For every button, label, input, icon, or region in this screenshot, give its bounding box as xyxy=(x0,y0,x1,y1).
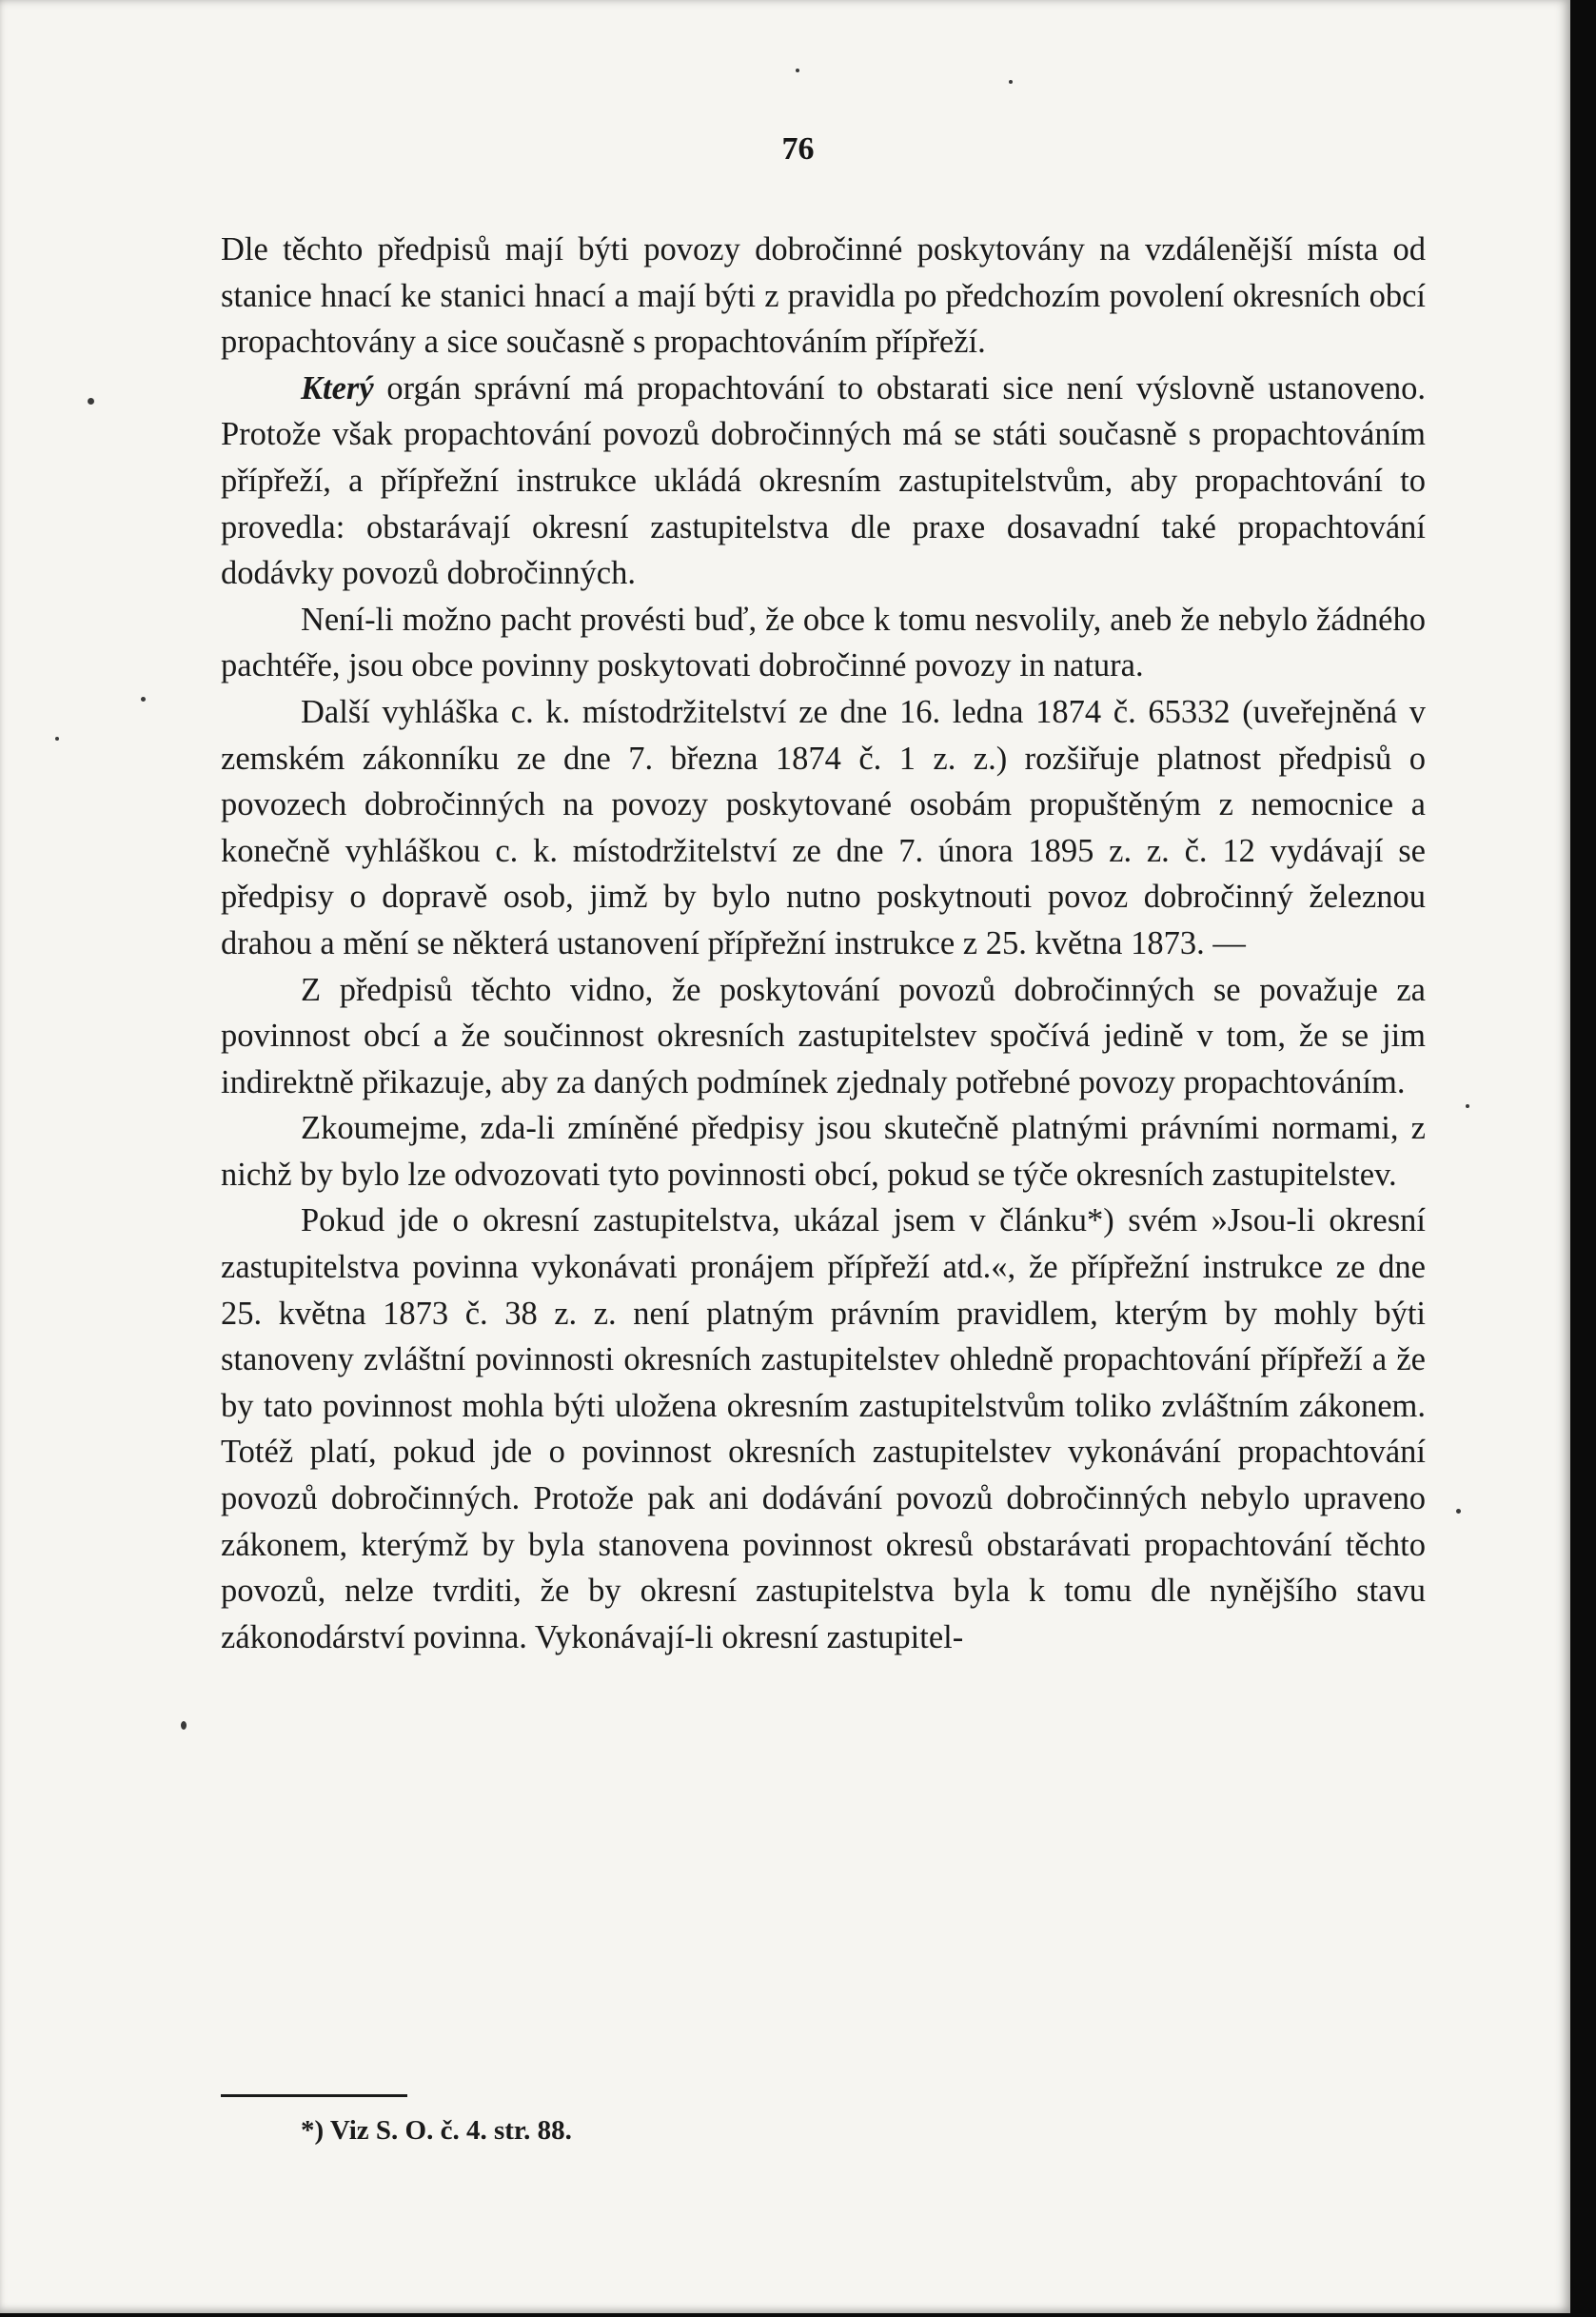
paragraph-5: Z předpisů těchto vidno, že poskytování povozů dobročinných se považuje za povinnost obcí a že součinnost okresních zastupitelstev spočívá jedině v tom, že se jim indirektně přikazuje, aby za daných podmínek zjednaly potřebné povozy propachtováním. xyxy=(221,971,1426,1100)
page-number: 76 xyxy=(781,131,815,167)
scan-speck xyxy=(88,398,94,405)
paragraph-2-lead: Který xyxy=(301,369,374,406)
footnote: *) Viz S. O. č. 4. str. 88. xyxy=(301,2115,572,2146)
footnote-divider xyxy=(221,2094,407,2097)
paragraph-4: Další vyhláška c. k. místodržitelství ze dne 16. ledna 1874 č. 65332 (uveřejněná v zemském zákonníku ze dne 7. března 1874 č. 1 z. z.) rozšiřuje platnost předpisů o povozech dobročinných na povozy poskytované osobám propuštěným z nemocnice a konečně vyhláškou c. k. místodržitelství ze dne 7. února 1895 z. z. č. 12 vydávají se předpisy o dopravě osob, jimž by bylo nutno poskytnouti povoz dobročinný železnou drahou a mění se některá ustanovení přípřežní instrukce z 25. května 1873. — xyxy=(221,693,1426,961)
scan-speck xyxy=(181,1721,187,1730)
scan-speck xyxy=(55,737,59,741)
scan-speck xyxy=(1009,80,1013,84)
scan-speck xyxy=(141,697,146,702)
scan-speck xyxy=(1456,1509,1461,1514)
scan-speck xyxy=(796,69,799,72)
scan-speck xyxy=(1466,1104,1469,1108)
paragraph-6: Zkoumejme, zda-li zmíněné předpisy jsou skutečně platnými právními normami, z nichž by bylo lze odvozovati tyto povinnosti obcí, pokud se týče okresních zastupitelstev. xyxy=(221,1110,1426,1193)
paragraph-2-text: orgán správní má propachtování to obstarati sice není výslovně ustanoveno. Protože však propachtování povozů dobročinných má se státi současně s propachtováním přípřeží, a přípřežní instrukce ukládá okresním zastupitelstvům, aby propachtování to provedla: obstarávají okresní zastupitelstva dle praxe dosavadní také propachtování dodávky povozů dobročinných. xyxy=(221,369,1426,592)
paragraph-7: Pokud jde o okresní zastupitelstva, ukázal jsem v článku*) svém »Jsou-li okresní zastupitelstva povinna vykonávati pronájem přípřeží atd.«, že přípřežní instrukce ze dne 25. května 1873 č. 38 z. z. není platným právním pravidlem, kterým by mohly býti stanoveny zvláštní povinnosti okresních zastupitelstev ohledně propachtování přípřeží a že by tato povinnost mohla býti uložena okresním zastupitelstvům toliko zvláštním zákonem. Totéž platí, pokud jde o povinnost okresních zastupitelstev vykonávání propachtování povozů dobročinných. Protože pak ani dodávání povozů dobročinných nebylo upraveno zákonem, kterýmž by byla stanovena povinnost okresů obstarávati propachtování těchto povozů, nelze tvrditi, že by okresní zastupitelstva byla k tomu dle nynějšího stavu zákonodárství povinna. Vykonávají-li okresní zastupitel- xyxy=(221,1202,1426,1655)
paragraph-1: Dle těchto předpisů mají býti povozy dobročinné poskytovány na vzdálenější místa od stanice hnací ke stanici hnací a mají býti z pravidla po předchozím povolení okresních obcí propachtovány a sice současně s propachtováním přípřeží. xyxy=(221,231,1426,361)
paragraph-3: Není-li možno pacht provésti buď, že obce k tomu nesvolily, aneb že nebylo žádného pachtéře, jsou obce povinny poskytovati dobročinné povozy in natura. xyxy=(221,601,1426,684)
body-text xyxy=(221,227,1426,1660)
paragraph-2 xyxy=(221,366,1426,597)
